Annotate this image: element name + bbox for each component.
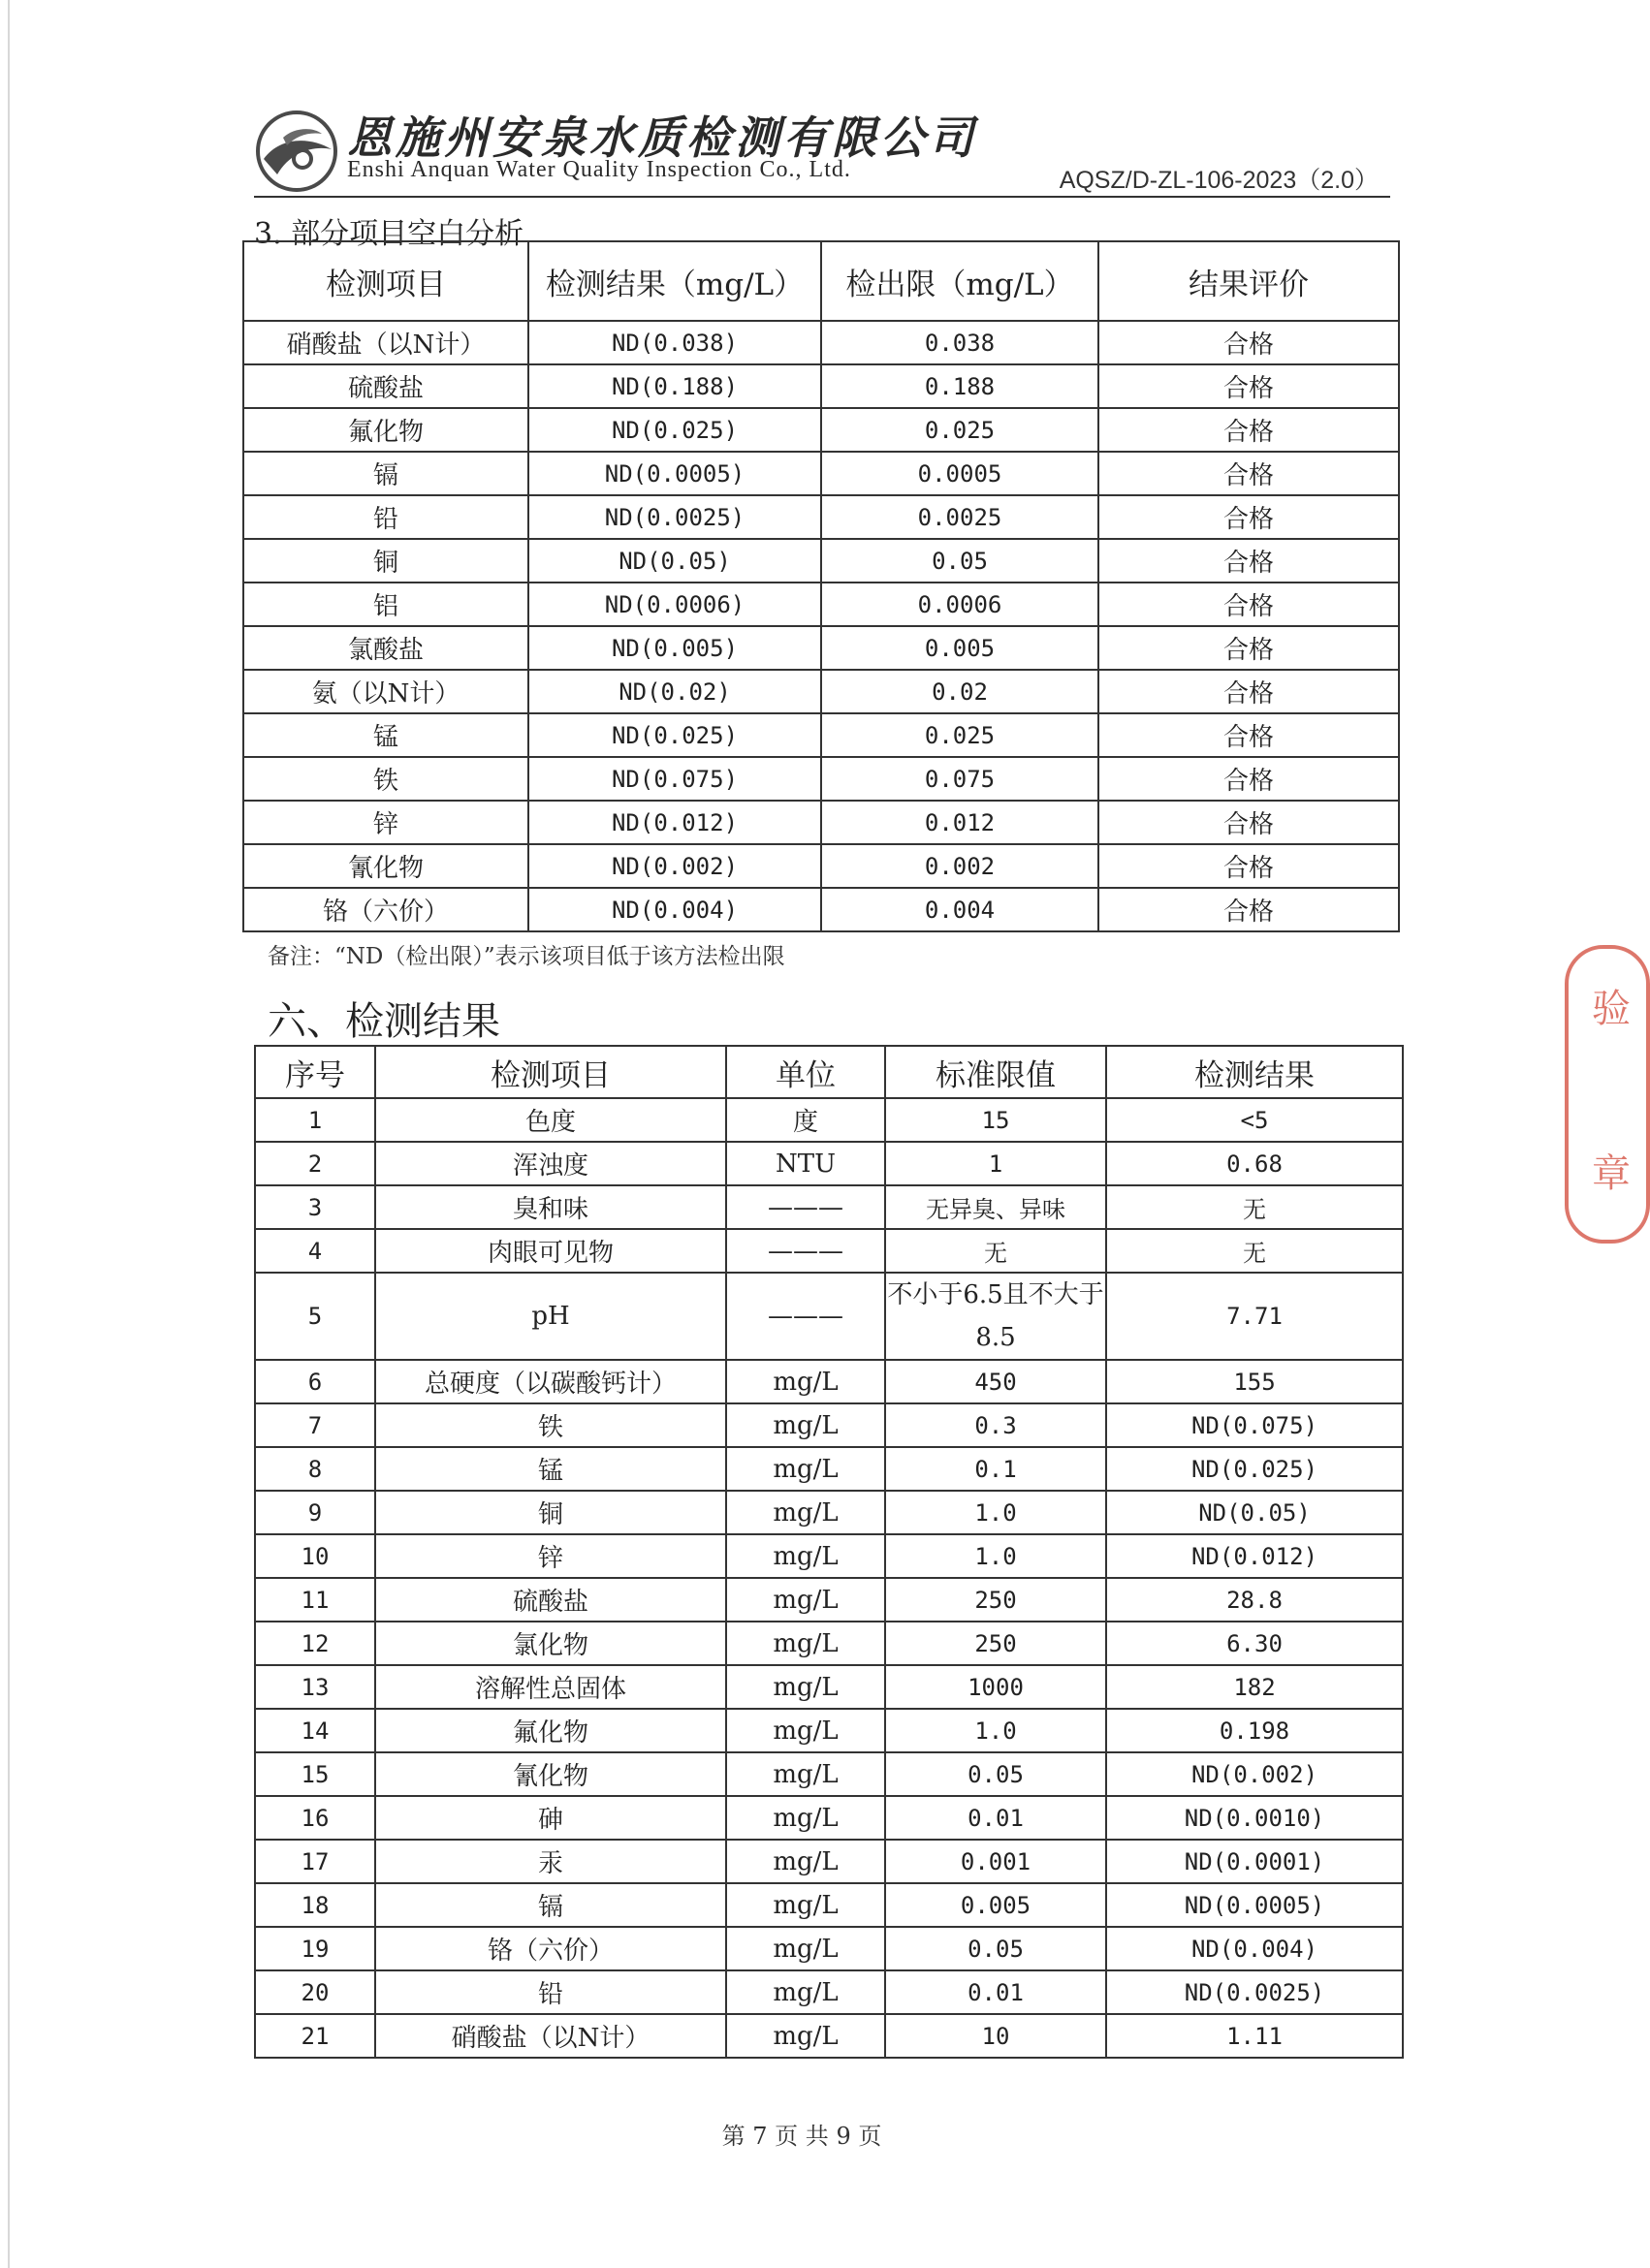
index-cell: 7	[255, 1403, 375, 1447]
evaluation-cell: 合格	[1098, 713, 1399, 757]
index-cell: 1	[255, 1098, 375, 1142]
results-table	[254, 1045, 1404, 2059]
result-cell: ND(0.188)	[528, 364, 821, 408]
item-cell: 铅	[375, 1970, 726, 2014]
result-cell: 1.11	[1106, 2014, 1403, 2058]
standard-limit-cell: 不小于6.5且不大于8.5	[885, 1273, 1106, 1360]
result-cell: ND(0.02)	[528, 670, 821, 713]
evaluation-cell: 合格	[1098, 364, 1399, 408]
index-cell: 18	[255, 1883, 375, 1927]
table-row	[255, 1534, 1403, 1578]
result-cell: ND(0.025)	[1106, 1447, 1403, 1491]
limit-cell: 0.002	[821, 844, 1098, 888]
limit-cell: 0.05	[821, 539, 1098, 583]
table-row	[243, 757, 1399, 801]
evaluation-cell: 合格	[1098, 452, 1399, 495]
result-cell: ND(0.012)	[528, 801, 821, 844]
item-cell: 锰	[243, 713, 528, 757]
item-cell: 硫酸盐	[243, 364, 528, 408]
item-cell: 汞	[375, 1840, 726, 1883]
document-code: AQSZ/D-ZL-106-2023（2.0）	[1059, 167, 1379, 194]
standard-limit-cell: 10	[885, 2014, 1106, 2058]
table-row	[255, 1970, 1403, 2014]
table-row	[255, 1273, 1403, 1360]
stamp-char: 验	[1592, 987, 1631, 1031]
limit-cell: 0.005	[821, 626, 1098, 670]
table-row	[243, 713, 1399, 757]
index-cell: 6	[255, 1360, 375, 1403]
unit-cell: 度	[726, 1098, 885, 1142]
scan-edge	[8, 0, 10, 2268]
unit-cell: mg/L	[726, 1665, 885, 1709]
table-row	[255, 1360, 1403, 1403]
item-cell: 溶解性总固体	[375, 1665, 726, 1709]
item-cell: 锌	[243, 801, 528, 844]
evaluation-cell: 合格	[1098, 408, 1399, 452]
stamp-char: 章	[1592, 1151, 1631, 1196]
standard-limit-cell: 0.1	[885, 1447, 1106, 1491]
item-cell: 色度	[375, 1098, 726, 1142]
item-cell: 铜	[375, 1491, 726, 1534]
result-cell: ND(0.075)	[528, 757, 821, 801]
item-cell: 锌	[375, 1534, 726, 1578]
evaluation-cell: 合格	[1098, 539, 1399, 583]
unit-cell: mg/L	[726, 1491, 885, 1534]
index-cell: 20	[255, 1970, 375, 2014]
result-cell: ND(0.0005)	[528, 452, 821, 495]
table-row	[243, 583, 1399, 626]
index-cell: 11	[255, 1578, 375, 1622]
item-cell: 肉眼可见物	[375, 1229, 726, 1273]
blank-analysis-title: 3. 部分项目空白分析	[254, 217, 524, 251]
table-note: 备注：“ND（检出限）”表示该项目低于该方法检出限	[268, 944, 785, 969]
table-row	[255, 1098, 1403, 1142]
item-cell: 铝	[243, 583, 528, 626]
table-row	[255, 1491, 1403, 1534]
unit-cell: mg/L	[726, 1534, 885, 1578]
result-cell: 182	[1106, 1665, 1403, 1709]
unit-cell: ———	[726, 1185, 885, 1229]
column-header: 标准限值	[885, 1046, 1106, 1098]
column-header: 检测项目	[375, 1046, 726, 1098]
result-cell: 28.8	[1106, 1578, 1403, 1622]
result-cell: 155	[1106, 1360, 1403, 1403]
table-header-row	[255, 1046, 1403, 1098]
index-cell: 13	[255, 1665, 375, 1709]
index-cell: 16	[255, 1796, 375, 1840]
result-cell: ND(0.038)	[528, 321, 821, 364]
result-cell: ND(0.0005)	[1106, 1883, 1403, 1927]
standard-limit-cell: 450	[885, 1360, 1106, 1403]
result-cell: 0.68	[1106, 1142, 1403, 1185]
standard-limit-cell: 0.01	[885, 1970, 1106, 2014]
header-divider	[254, 196, 1390, 198]
evaluation-cell: 合格	[1098, 801, 1399, 844]
unit-cell: mg/L	[726, 1883, 885, 1927]
evaluation-cell: 合格	[1098, 670, 1399, 713]
result-cell: ND(0.004)	[1106, 1927, 1403, 1970]
standard-limit-cell: 无	[885, 1229, 1106, 1273]
result-cell: ND(0.0001)	[1106, 1840, 1403, 1883]
limit-cell: 0.025	[821, 713, 1098, 757]
company-logo-icon	[254, 109, 339, 194]
unit-cell: mg/L	[726, 1970, 885, 2014]
table-row	[255, 1840, 1403, 1883]
blank-analysis-table	[242, 240, 1400, 932]
result-cell: 0.198	[1106, 1709, 1403, 1752]
item-cell: 硫酸盐	[375, 1578, 726, 1622]
standard-limit-cell: 0.3	[885, 1403, 1106, 1447]
limit-cell: 0.02	[821, 670, 1098, 713]
item-cell: 砷	[375, 1796, 726, 1840]
unit-cell: NTU	[726, 1142, 885, 1185]
evaluation-cell: 合格	[1098, 888, 1399, 931]
table-row	[255, 1927, 1403, 1970]
limit-cell: 0.075	[821, 757, 1098, 801]
result-cell: 6.30	[1106, 1622, 1403, 1665]
unit-cell: mg/L	[726, 1622, 885, 1665]
column-header: 序号	[255, 1046, 375, 1098]
table-row	[243, 844, 1399, 888]
table-row	[243, 452, 1399, 495]
item-cell: 锰	[375, 1447, 726, 1491]
unit-cell: mg/L	[726, 1403, 885, 1447]
result-cell: 7.71	[1106, 1273, 1403, 1360]
index-cell: 4	[255, 1229, 375, 1273]
index-cell: 15	[255, 1752, 375, 1796]
table-row	[243, 495, 1399, 539]
table-row	[255, 1578, 1403, 1622]
standard-limit-cell: 无异臭、异味	[885, 1185, 1106, 1229]
item-cell: 硝酸盐（以N计）	[375, 2014, 726, 2058]
index-cell: 9	[255, 1491, 375, 1534]
column-header: 检测结果（mg/L）	[528, 241, 821, 321]
standard-limit-cell: 0.01	[885, 1796, 1106, 1840]
unit-cell: mg/L	[726, 1447, 885, 1491]
result-cell: ND(0.0006)	[528, 583, 821, 626]
result-cell: ND(0.05)	[528, 539, 821, 583]
unit-cell: mg/L	[726, 1927, 885, 1970]
limit-cell: 0.0025	[821, 495, 1098, 539]
index-cell: 14	[255, 1709, 375, 1752]
table-row	[243, 364, 1399, 408]
table-row	[255, 1403, 1403, 1447]
standard-limit-cell: 0.05	[885, 1752, 1106, 1796]
column-header: 结果评价	[1098, 241, 1399, 321]
item-cell: 氯酸盐	[243, 626, 528, 670]
evaluation-cell: 合格	[1098, 583, 1399, 626]
evaluation-cell: 合格	[1098, 626, 1399, 670]
standard-limit-cell: 1	[885, 1142, 1106, 1185]
item-cell: 总硬度（以碳酸钙计）	[375, 1360, 726, 1403]
result-cell: ND(0.002)	[528, 844, 821, 888]
red-seal-stamp	[1565, 945, 1650, 1244]
index-cell: 2	[255, 1142, 375, 1185]
table-row	[243, 408, 1399, 452]
column-header: 单位	[726, 1046, 885, 1098]
table-row	[243, 539, 1399, 583]
result-cell: ND(0.005)	[528, 626, 821, 670]
item-cell: 铬（六价）	[243, 888, 528, 931]
table-row	[255, 1883, 1403, 1927]
table-row	[243, 626, 1399, 670]
index-cell: 19	[255, 1927, 375, 1970]
index-cell: 8	[255, 1447, 375, 1491]
column-header: 检测项目	[243, 241, 528, 321]
table-row	[255, 1229, 1403, 1273]
item-cell: pH	[375, 1273, 726, 1360]
limit-cell: 0.038	[821, 321, 1098, 364]
unit-cell: ———	[726, 1273, 885, 1360]
page-number: 第 7 页 共 9 页	[721, 2123, 882, 2150]
index-cell: 3	[255, 1185, 375, 1229]
table-row	[255, 1185, 1403, 1229]
result-cell: ND(0.002)	[1106, 1752, 1403, 1796]
unit-cell: ———	[726, 1229, 885, 1273]
standard-limit-cell: 0.001	[885, 1840, 1106, 1883]
item-cell: 氰化物	[243, 844, 528, 888]
table-row	[243, 321, 1399, 364]
letterhead	[254, 97, 1379, 204]
result-cell: ND(0.004)	[528, 888, 821, 931]
result-cell: ND(0.025)	[528, 408, 821, 452]
table-row	[243, 670, 1399, 713]
standard-limit-cell: 15	[885, 1098, 1106, 1142]
item-cell: 硝酸盐（以N计）	[243, 321, 528, 364]
standard-limit-cell: 1.0	[885, 1534, 1106, 1578]
item-cell: 铅	[243, 495, 528, 539]
standard-limit-cell: 0.005	[885, 1883, 1106, 1927]
column-header: 检出限（mg/L）	[821, 241, 1098, 321]
item-cell: 铬（六价）	[375, 1927, 726, 1970]
unit-cell: mg/L	[726, 1840, 885, 1883]
table-row	[255, 1142, 1403, 1185]
item-cell: 铜	[243, 539, 528, 583]
item-cell: 镉	[375, 1883, 726, 1927]
item-cell: 镉	[243, 452, 528, 495]
limit-cell: 0.0005	[821, 452, 1098, 495]
result-cell: ND(0.0025)	[1106, 1970, 1403, 2014]
result-cell: ND(0.025)	[528, 713, 821, 757]
table-row	[255, 1447, 1403, 1491]
index-cell: 21	[255, 2014, 375, 2058]
table-row	[255, 1665, 1403, 1709]
evaluation-cell: 合格	[1098, 757, 1399, 801]
item-cell: 铁	[243, 757, 528, 801]
standard-limit-cell: 250	[885, 1578, 1106, 1622]
standard-limit-cell: 1.0	[885, 1491, 1106, 1534]
company-name-en: Enshi Anquan Water Quality Inspection Co., Ltd.	[347, 157, 851, 182]
item-cell: 臭和味	[375, 1185, 726, 1229]
standard-limit-cell: 0.05	[885, 1927, 1106, 1970]
limit-cell: 0.188	[821, 364, 1098, 408]
result-cell: <5	[1106, 1098, 1403, 1142]
unit-cell: mg/L	[726, 1360, 885, 1403]
index-cell: 5	[255, 1273, 375, 1360]
evaluation-cell: 合格	[1098, 495, 1399, 539]
index-cell: 10	[255, 1534, 375, 1578]
table-row	[243, 801, 1399, 844]
standard-limit-cell: 250	[885, 1622, 1106, 1665]
result-cell: ND(0.075)	[1106, 1403, 1403, 1447]
company-name-cn: 恩施州安泉水质检测有限公司	[347, 111, 977, 164]
index-cell: 17	[255, 1840, 375, 1883]
column-header: 检测结果	[1106, 1046, 1403, 1098]
item-cell: 氯化物	[375, 1622, 726, 1665]
limit-cell: 0.012	[821, 801, 1098, 844]
item-cell: 氨（以N计）	[243, 670, 528, 713]
result-cell: ND(0.012)	[1106, 1534, 1403, 1578]
table-row	[255, 1796, 1403, 1840]
results-title: 六、检测结果	[268, 999, 500, 1044]
result-cell: 无	[1106, 1229, 1403, 1273]
standard-limit-cell: 1000	[885, 1665, 1106, 1709]
unit-cell: mg/L	[726, 1578, 885, 1622]
result-cell: 无	[1106, 1185, 1403, 1229]
result-cell: ND(0.0025)	[528, 495, 821, 539]
unit-cell: mg/L	[726, 1796, 885, 1840]
table-row	[255, 1752, 1403, 1796]
table-row	[243, 888, 1399, 931]
item-cell: 氟化物	[243, 408, 528, 452]
result-cell: ND(0.0010)	[1106, 1796, 1403, 1840]
limit-cell: 0.0006	[821, 583, 1098, 626]
unit-cell: mg/L	[726, 1709, 885, 1752]
item-cell: 浑浊度	[375, 1142, 726, 1185]
evaluation-cell: 合格	[1098, 844, 1399, 888]
unit-cell: mg/L	[726, 1752, 885, 1796]
evaluation-cell: 合格	[1098, 321, 1399, 364]
standard-limit-cell: 1.0	[885, 1709, 1106, 1752]
item-cell: 铁	[375, 1403, 726, 1447]
limit-cell: 0.025	[821, 408, 1098, 452]
item-cell: 氟化物	[375, 1709, 726, 1752]
item-cell: 氰化物	[375, 1752, 726, 1796]
limit-cell: 0.004	[821, 888, 1098, 931]
unit-cell: mg/L	[726, 2014, 885, 2058]
result-cell: ND(0.05)	[1106, 1491, 1403, 1534]
table-row	[255, 1709, 1403, 1752]
table-header-row	[243, 241, 1399, 321]
index-cell: 12	[255, 1622, 375, 1665]
table-row	[255, 1622, 1403, 1665]
table-row	[255, 2014, 1403, 2058]
